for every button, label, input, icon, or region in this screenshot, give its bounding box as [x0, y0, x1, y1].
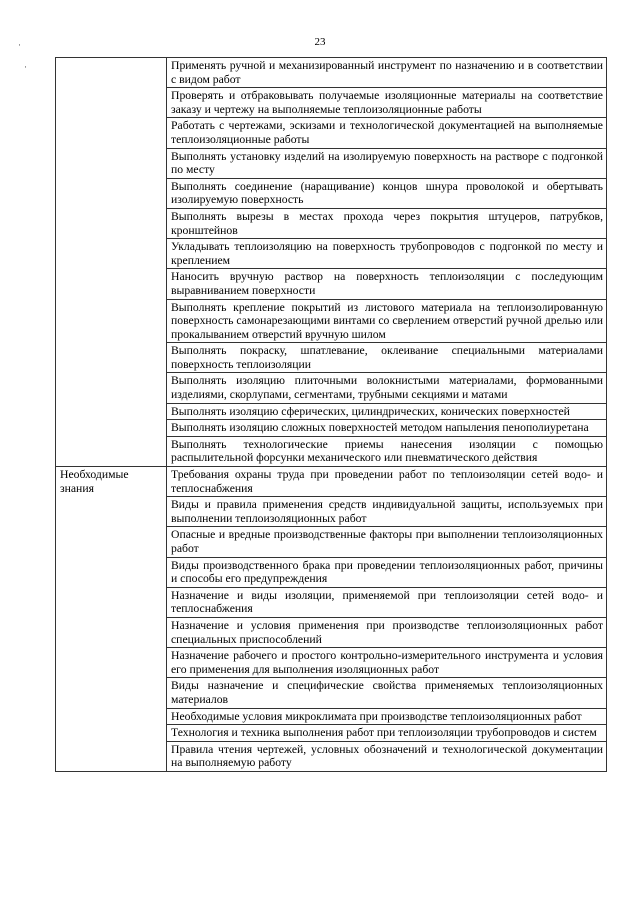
margin-mark: · — [24, 62, 27, 72]
requirement-cell: Назначение и условия применения при производстве теплоизоляционных работ специальных приспособлений — [167, 617, 607, 647]
margin-mark: · — [18, 40, 21, 50]
table-row — [56, 467, 607, 497]
requirement-cell: Выполнять покраску, шпатлевание, оклеивание специальными материалами поверхность теплоизоляции — [167, 343, 607, 373]
section-label — [56, 58, 167, 467]
requirement-cell: Правила чтения чертежей, условных обозначений и технологической документации на выполняемую работу — [167, 741, 607, 771]
requirement-cell: Виды и правила применения средств индивидуальной защиты, используемых при выполнении теплоизоляционных работ — [167, 497, 607, 527]
requirement-cell: Выполнять изоляцию плиточными волокнистыми материалами, формованными изделиями, скорлупами, сегментами, трубными секциями и матами — [167, 373, 607, 403]
requirement-cell: Проверять и отбраковывать получаемые изоляционные материалы на соответствие заказу и чертежу на выполняемые теплоизоляционные работы — [167, 88, 607, 118]
requirement-cell: Работать с чертежами, эскизами и технологической документацией на выполняемые теплоизоляционные работы — [167, 118, 607, 148]
requirement-cell: Применять ручной и механизированный инструмент по назначению и в соответствии с видом работ — [167, 58, 607, 88]
requirement-cell: Виды назначение и специфические свойства применяемых теплоизоляционных материалов — [167, 678, 607, 708]
requirement-cell: Выполнять технологические приемы нанесения изоляции с помощью распылительной форсунки механического или пневматического действия — [167, 436, 607, 466]
requirement-cell: Технология и техника выполнения работ при теплоизоляции трубопроводов и систем — [167, 725, 607, 742]
requirement-cell: Наносить вручную раствор на поверхность теплоизоляции с последующим выравниванием поверхности — [167, 269, 607, 299]
competency-table — [55, 57, 607, 772]
requirement-cell: Опасные и вредные производственные факторы при выполнении теплоизоляционных работ — [167, 527, 607, 557]
page-number: 23 — [314, 36, 326, 48]
requirement-cell: Выполнять крепление покрытий из листового материала на теплоизолированную поверхность самонарезающими винтами со сверлением отверстий ручной дрелью или прокалыванием отверстий вручную шилом — [167, 299, 607, 343]
requirement-cell: Выполнять изоляцию сферических, цилиндрических, конических поверхностей — [167, 403, 607, 420]
requirement-cell: Назначение рабочего и простого контрольно-измерительного инструмента и условия его применения для выполнения изоляционных работ — [167, 648, 607, 678]
requirement-cell: Выполнять установку изделий на изолируемую поверхность на растворе с подгонкой по месту — [167, 148, 607, 178]
requirement-cell: Требования охраны труда при проведении работ по теплоизоляции сетей водо- и теплоснабжения — [167, 467, 607, 497]
requirement-cell: Выполнять вырезы в местах прохода через покрытия штуцеров, патрубков, кронштейнов — [167, 208, 607, 238]
requirement-cell: Выполнять соединение (наращивание) концов шнура проволокой и обертывать изолируемую поверхность — [167, 178, 607, 208]
requirement-cell: Выполнять изоляцию сложных поверхностей методом напыления пенополиуретана — [167, 420, 607, 437]
requirement-cell: Необходимые условия микроклимата при производстве теплоизоляционных работ — [167, 708, 607, 725]
requirement-cell: Виды производственного брака при проведении теплоизоляционных работ, причины и способы его предупреждения — [167, 557, 607, 587]
table-row — [56, 58, 607, 88]
section-label: Необходимые знания — [56, 467, 167, 772]
requirement-cell: Укладывать теплоизоляцию на поверхность трубопроводов с подгонкой по месту и креплением — [167, 239, 607, 269]
requirement-cell: Назначение и виды изоляции, применяемой при теплоизоляции сетей водо- и теплоснабжения — [167, 587, 607, 617]
